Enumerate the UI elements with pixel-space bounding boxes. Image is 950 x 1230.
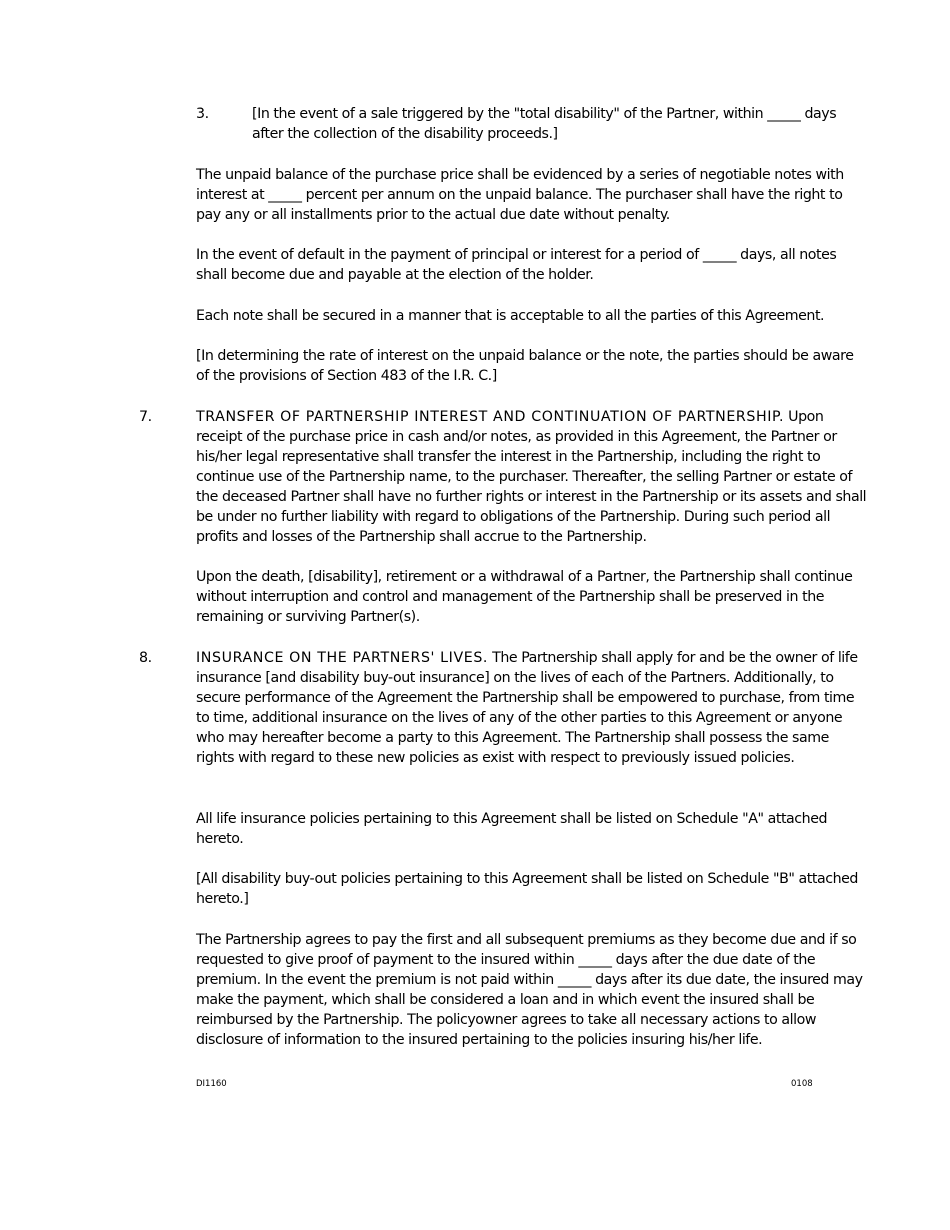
section-8-number: 8. <box>139 650 152 666</box>
section-8-heading: INSURANCE ON THE PARTNERS' LIVES. <box>196 650 489 666</box>
footer-form-number: DI1160 <box>196 1079 227 1089</box>
section-7-body: Upon receipt of the purchase price in cash and/or notes, as provided in this Agreement, the Partner or his/her legal representative shall transfer the interest in the Partnership, including the right to continue use of the Partnership name, to the purchaser. Thereafter, the selling Partner or estate of the deceased Partner shall have no further rights or interest in the Partnership or its assets and shall be under no further liability with regard to obligations of the Partnership. During such period all profits and losses of the Partnership shall accrue to the Partnership. <box>196 409 867 545</box>
footer-revision-code: 0108 <box>791 1079 813 1089</box>
section-7-continuation: Upon the death, [disability], retirement or a withdrawal of a Partner, the Partnership shall continue without interruption and control and management of the Partnership shall be preserved in the remaining or surviving Partner(s). <box>196 569 853 625</box>
paragraph-unpaid-balance: The unpaid balance of the purchase price shall be evidenced by a series of negotiable notes with interest at _____ percent per annum on the unpaid balance. The purchaser shall have the right to pay any or all installments prior to the actual due date without penalty. <box>196 167 844 223</box>
section-8-schedule-b: [All disability buy-out policies pertaining to this Agreement shall be listed on Schedule "B" attached hereto.] <box>196 871 858 907</box>
section-7-paragraph <box>196 407 868 547</box>
item-3-number: 3. <box>196 106 209 122</box>
section-8-paragraph <box>196 648 868 768</box>
section-7-number: 7. <box>139 409 152 425</box>
section-8-schedule-a: All life insurance policies pertaining to this Agreement shall be listed on Schedule "A" attached hereto. <box>196 811 828 847</box>
paragraph-default: In the event of default in the payment of principal or interest for a period of _____ days, all notes shall become due and payable at the election of the holder. <box>196 247 837 283</box>
section-7-heading: TRANSFER OF PARTNERSHIP INTEREST AND CONTINUATION OF PARTNERSHIP. <box>196 409 785 425</box>
section-8-body: The Partnership shall apply for and be the owner of life insurance [and disability buy-out insurance] on the lives of each of the Partners. Additionally, to secure performance of the Agreement the Partnership shall be empowered to purchase, from time to time, additional insurance on the lives of any of the other parties to this Agreement or anyone who may hereafter become a party to this Agreement. The Partnership shall possess the same rights with regard to these new policies as exist with respect to previously issued policies. <box>196 650 858 766</box>
paragraph-interest-rate: [In determining the rate of interest on the unpaid balance or the note, the parties should be aware of the provisions of Section 483 of the I.R. C.] <box>196 348 854 384</box>
paragraph-note-security: Each note shall be secured in a manner that is acceptable to all the parties of this Agreement. <box>196 308 825 324</box>
section-8-premiums: The Partnership agrees to pay the first and all subsequent premiums as they become due and if so requested to give proof of payment to the insured within _____ days after the due date of the premium. In the event the premium is not paid within _____ days after its due date, the insured may make the payment, which shall be considered a loan and in which event the insured shall be reimbursed by the Partnership. The policyowner agrees to take all necessary actions to allow disclosure of information to the insured pertaining to the policies insuring his/her life. <box>196 932 863 1048</box>
item-3-text: [In the event of a sale triggered by the "total disability" of the Partner, within _____ days after the collection of the disability proceeds.] <box>252 106 837 142</box>
